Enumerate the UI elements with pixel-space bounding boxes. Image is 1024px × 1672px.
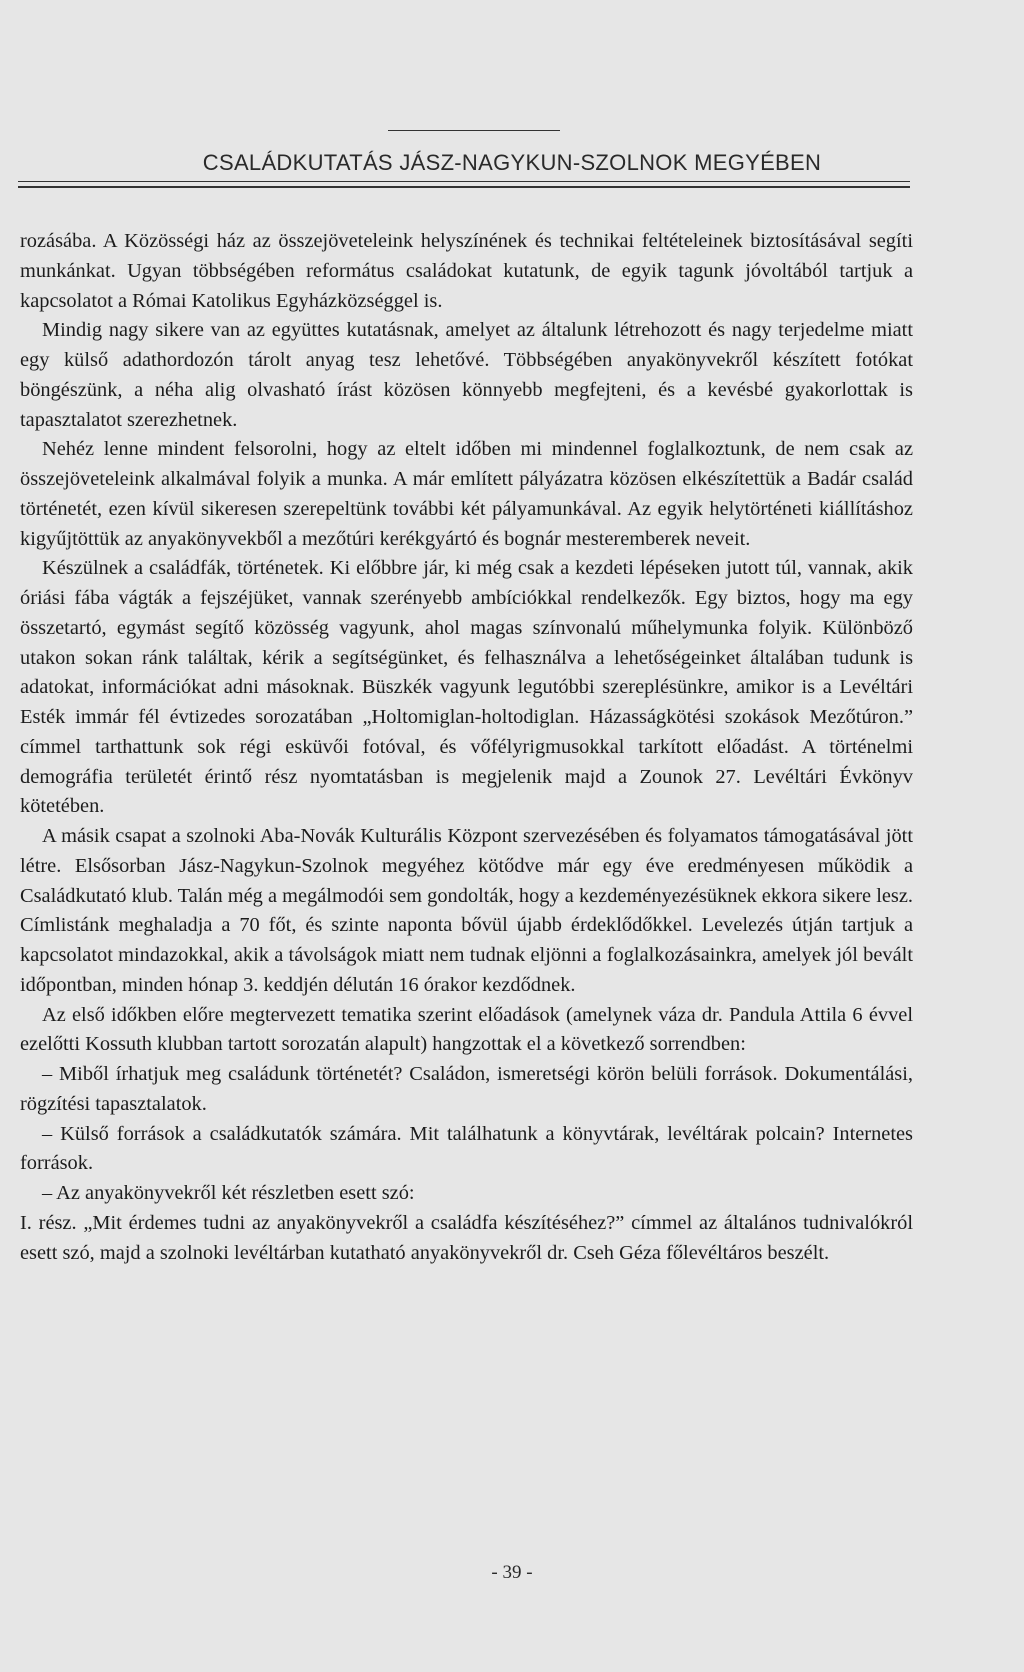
header-top-rule [388, 130, 560, 131]
paragraph: Az első időkben előre megtervezett tematika szerint előadások (amelynek váza dr. Pandula Attila 6 évvel ezelőtti Kossuth klubban tartott sorozatán alapult) hangzottak el a következő sorrendben: [20, 1003, 913, 1056]
page-number: - 39 - [491, 1562, 533, 1583]
paragraph: Nehéz lenne mindent felsorolni, hogy az eltelt időben mi mindennel foglalkoztunk, de nem csak az összejöveteleink alkalmával folyik a munka. A már említett pályázatra közösen elkészítettük a Badár család történetét, ezen kívül sikeresen szerepeltünk további két pályamunkával. Az egyik helytörténeti kiállításhoz kigyűjtöttük az anyakönyvekből a mezőtúri kerékgyártó és bognár mesteremberek neveit. [20, 438, 913, 550]
paragraph: Készülnek a családfák, történetek. Ki előbbre jár, ki még csak a kezdeti lépéseken jutott túl, vannak, akik óriási fába vágták a fejszéjüket, vannak szerényebb ambíciókkal rendelkezők. Egy biztos, hogy ma egy összetartó, egymást segítő közösség vagyunk, ahol magas színvonalú műhelymunka folyik. Különböző utakon sokan ránk találtak, kérik a segítségünket, és felhasználva a lehetőségeinket általában tudunk is adatokat, információkat adni másoknak. Büszkék vagyunk legutóbbi szereplésünkre, amikor is a Levéltári Esték immár fél évtizedes sorozatában „Holtomiglan-holtodiglan. Házasságkötési szokások Mezőtúron.” címmel tarthattunk sok régi esküvői fotóval, és vőfélyrigmusokkal tarkított előadást. A történelmi demográfia területét érintő rész nyomtatásban is megjelenik majd a Zounok 27. Levéltári Évkönyv kötetében. [20, 557, 913, 818]
paragraph: Mindig nagy sikere van az együttes kutatásnak, amelyet az általunk létrehozott és nagy terjedelme miatt egy külső adathordozón tárolt anyag tesz lehetővé. Többségében anyakönyvekről készített fotókat böngészünk, a néha alig olvasható írást közösen könnyebb megfejteni, és a kevésbé gyakorlottak is tapasztalatot szerezhetnek. [20, 319, 913, 431]
list-item: – Miből írhatjuk meg családunk történetét? Családon, ismeretségi körön belüli források. Dokumentálási, rögzítési tapasztalatok. [20, 1063, 913, 1115]
header-double-rule [18, 181, 910, 188]
paragraph: A másik csapat a szolnoki Aba-Novák Kulturális Központ szervezésében és folyamatos támogatásával jött létre. Elsősorban Jász-Nagykun-Szolnok megyéhez kötődve már egy éve eredményesen működik a Családkutató klub. Talán még a megálmodói sem gondolták, hogy a kezdeményezésüknek ekkora sikere lesz. Címlistánk meghaladja a 70 főt, és szinte naponta bővül újabb érdeklődőkkel. Levelezés útján tartjuk a kapcsolatot mindazokkal, akik a távolságok miatt nem tudnak eljönni a foglalkozásainkra, amelyek jól bevált időpontban, minden hónap 3. keddjén délután 16 órakor kezdődnek. [20, 825, 913, 996]
list-item: – Külső források a családkutatók számára. Mit találhatunk a könyvtárak, levéltárak polcain? Internetes források. [20, 1122, 913, 1175]
paragraph: I. rész. „Mit érdemes tudni az anyakönyvekről a családfa készítéséhez?” címmel az általános tudnivalókról esett szó, majd a szolnoki levéltárban kutatható anyakönyvekről dr. Cseh Géza főlevéltáros beszélt. [20, 1211, 913, 1264]
body-text [20, 227, 913, 1268]
list-item: – Az anyakönyvekről két részletben esett szó: [42, 1182, 415, 1204]
paragraph: rozásába. A Közösségi ház az összejöveteleink helyszínének és technikai feltételeinek biztosításával segíti munkánkat. Ugyan többségében református családokat kutatunk, de egyik tagunk jóvoltából tartjuk a kapcsolatot a Római Katolikus Egyházközséggel is. [20, 230, 913, 312]
running-head: CSALÁDKUTATÁS JÁSZ-NAGYKUN-SZOLNOK MEGYÉBEN [202, 150, 822, 175]
